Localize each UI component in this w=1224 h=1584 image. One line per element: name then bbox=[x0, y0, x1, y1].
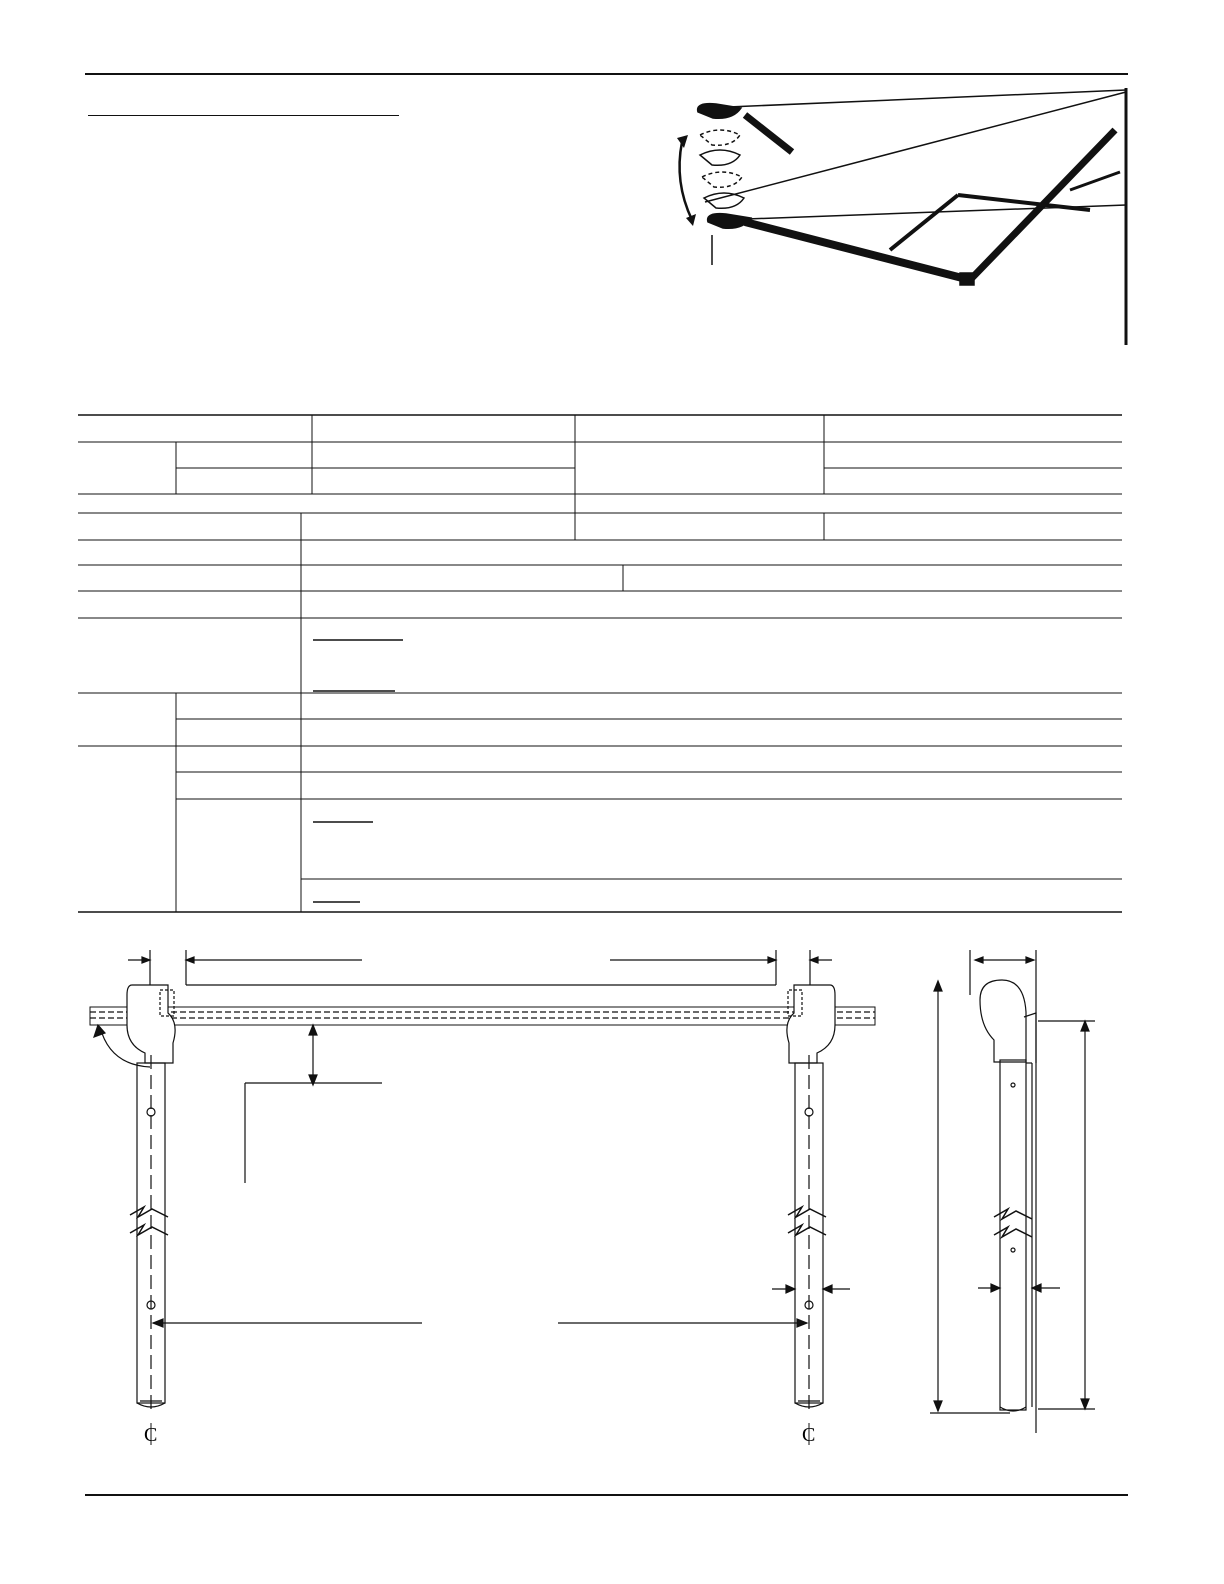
specifications-table bbox=[75, 410, 1125, 920]
centerline-icon bbox=[144, 1423, 157, 1446]
footer-rule bbox=[85, 1494, 1128, 1496]
header-rule bbox=[85, 73, 1128, 75]
front-view-drawing bbox=[80, 945, 880, 1445]
side-view-drawing bbox=[920, 945, 1100, 1445]
section-title-underline bbox=[88, 115, 399, 116]
svg-text:C: C bbox=[144, 1424, 158, 1446]
svg-text:C: C bbox=[802, 1424, 816, 1446]
awning-pitch-adjustment-illustration bbox=[660, 80, 1130, 350]
centerline-icon bbox=[802, 1423, 815, 1446]
